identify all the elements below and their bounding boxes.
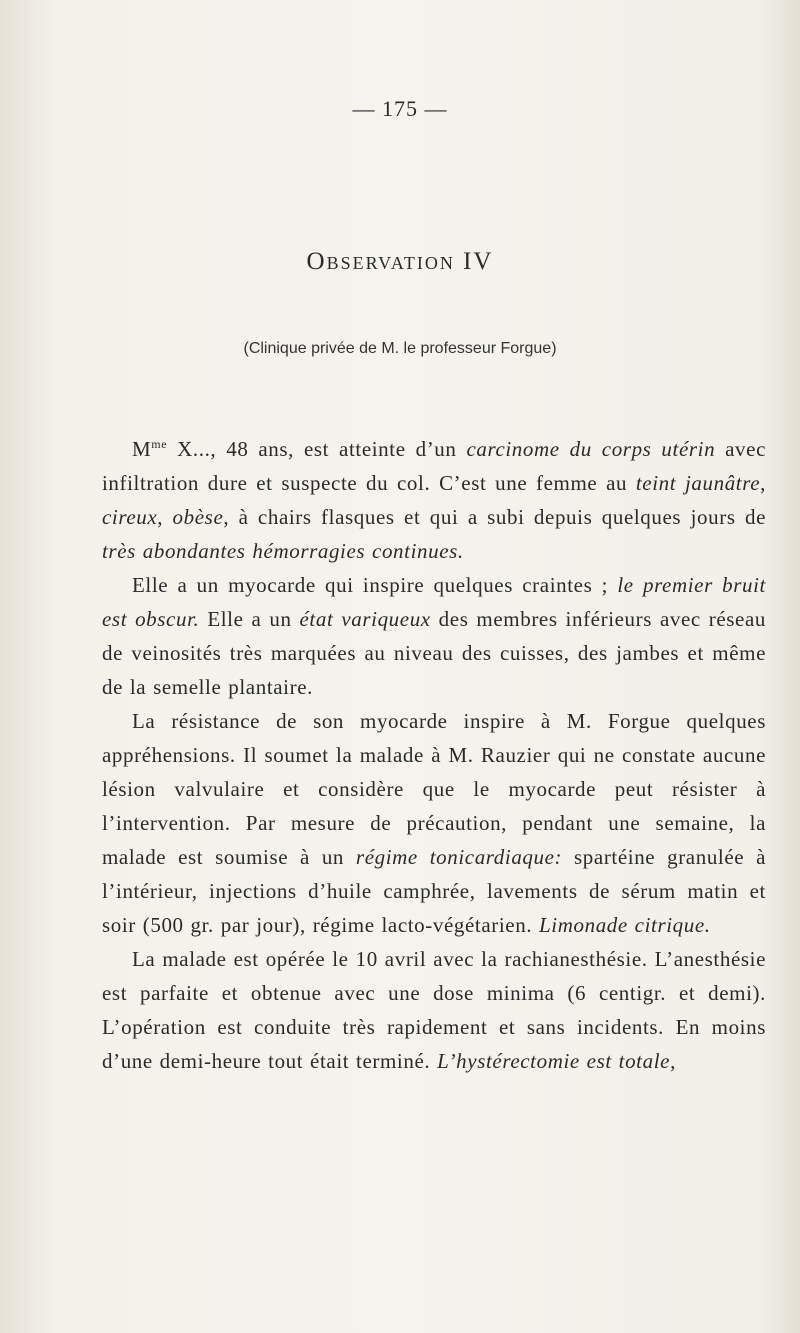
page-title: Observation IV [306, 248, 494, 275]
page-number: — 175 — [352, 96, 448, 121]
text-run: spartéine granulée à l’intérieur, injections d’huile camphrée, lavements de sérum matin et soir (500 gr. par jour), régime lacto-végétarien. [102, 845, 767, 937]
text-run: , à chairs flasques et qui a subi depuis quelques jours de [223, 505, 766, 529]
italic-run: Limonade citrique. [539, 913, 711, 937]
text-run: La malade est opérée le 10 avril avec la rachianesthésie. L’anesthésie est parfaite et obtenue avec une dose minima (6 centigr. et demi). L’opération est conduite très rapidement et sans incidents. En moins d’une demi-heure tout était terminé. [102, 947, 766, 1073]
italic-run: carcinome du corps utérin [466, 437, 716, 461]
text-run: Elle a un myocarde qui inspire quelques craintes ; [132, 573, 618, 597]
text-run: X..., 48 ans, est atteinte d’un [167, 437, 467, 461]
superscript-run: me [151, 437, 168, 451]
italic-run: L’hystérectomie est totale, [437, 1049, 676, 1073]
text-run: des membres inférieurs avec réseau de veinosités très marquées au niveau des cuisses, des jambes et même de la semelle plantaire. [102, 607, 767, 699]
italic-run: teint jaunâtre [635, 471, 761, 495]
italic-run: obèse [172, 505, 224, 529]
italic-run: cireux [102, 505, 158, 529]
paragraph [102, 568, 766, 704]
italic-run: très abondantes hémorragies continues. [102, 539, 464, 563]
italic-run: régime tonicardiaque: [355, 845, 563, 869]
italic-run: le premier bruit est obscur. [102, 573, 766, 631]
body-text [102, 432, 766, 1078]
page-subtitle: (Clinique privée de M. le professeur Forgue) [243, 340, 557, 357]
paragraph [102, 942, 766, 1078]
paragraph [102, 432, 766, 568]
text-run: M [132, 437, 152, 461]
text-run: avec infiltration dure et suspecte du col. C’est une femme au [102, 437, 766, 495]
paragraph [102, 704, 766, 942]
text-run: Elle a un [199, 607, 300, 631]
text-run: , [760, 471, 766, 495]
text-run: La résistance de son myocarde inspire à M. Forgue quelques appréhensions. Il soumet la malade à M. Rauzier qui ne constate aucune lésion valvulaire et considère que le myocarde peut résister à l’intervention. Par mesure de précaution, pendant une semaine, la malade est soumise à un [102, 709, 766, 869]
italic-run: état variqueux [299, 607, 431, 631]
text-run: , [157, 505, 173, 529]
